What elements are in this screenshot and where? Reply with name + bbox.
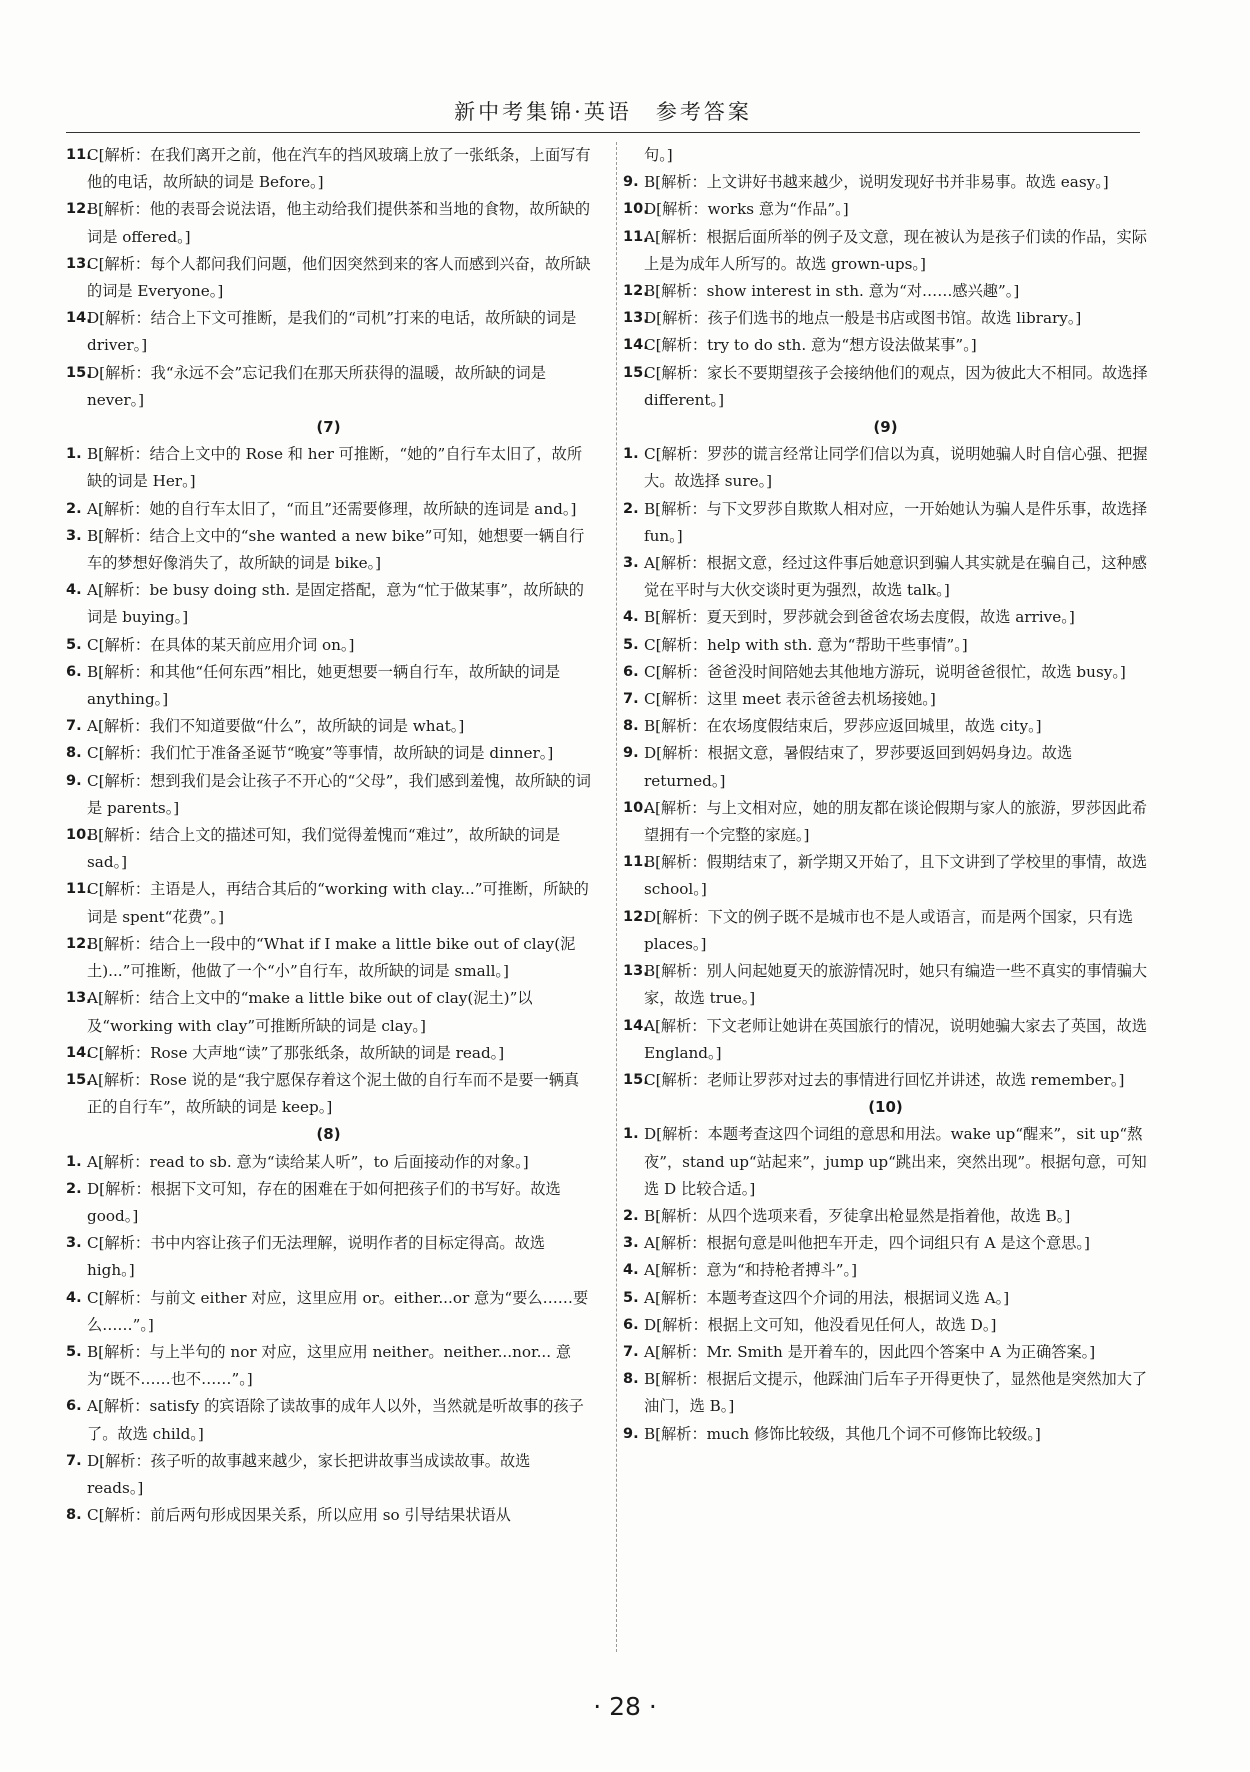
answer-entry	[623, 332, 1148, 359]
answer-text: C[解析：在具体的某天前应用介词 on。]	[87, 635, 355, 654]
answer-text: D[解析：我“永远不会”忘记我们在那天所获得的温暖，故所缺的词是 never。]	[87, 363, 546, 409]
answer-number: 11.	[623, 228, 649, 245]
answer-number: 10.	[623, 201, 649, 218]
answer-entry	[66, 577, 591, 631]
answer-text: D[解析：works 意为“作品”。]	[644, 200, 849, 219]
answer-number: 6.	[623, 1316, 639, 1333]
answer-entry	[623, 604, 1148, 631]
answer-entry	[66, 1176, 591, 1230]
answer-text: B[解析：假期结束了，新学期又开始了，且下文讲到了学校里的事情，故选 school。]	[644, 853, 1148, 899]
answer-number: 13.	[66, 255, 92, 272]
section-heading: (10)	[868, 1098, 903, 1117]
answer-text: D[解析：本题考查这四个词组的意思和用法。wake up“醒来”，sit up“熬夜”，stand up“站起来”，jump up“跳出来，突然出现”。根据句意，可知选 D 比较合适。]	[644, 1125, 1147, 1198]
answer-number: 12.	[623, 908, 649, 925]
answer-text: 句。]	[644, 146, 673, 164]
answer-number: 6.	[66, 1398, 82, 1415]
section-heading: (7)	[316, 418, 341, 437]
answer-text: C[解析：我们忙于准备圣诞节“晚宴”等事情，故所缺的词是 dinner。]	[87, 744, 554, 763]
answer-number: 5.	[66, 1343, 82, 1360]
answer-text: C[解析：help with sth. 意为“帮助干些事情”。]	[644, 635, 968, 654]
answer-text: B[解析：结合上文中的 Rose 和 her 可推断，“她的”自行车太旧了，故所缺的词是 Her。]	[87, 445, 583, 491]
right-column	[623, 142, 1148, 1652]
answer-number: 7.	[623, 1343, 639, 1360]
answer-entry	[66, 659, 591, 713]
answer-number: 8.	[623, 1371, 639, 1388]
answer-text: B[解析：夏天到时，罗莎就会到爸爸农场去度假，故选 arrive。]	[644, 608, 1075, 627]
answer-text: C[解析：家长不要期望孩子会接纳他们的观点，因为彼此大不相同。故选择 different。]	[644, 363, 1148, 409]
answer-text: A[解析：与上文相对应，她的朋友都在谈论假期与家人的旅游，罗莎因此希望拥有一个完整的家庭。]	[644, 798, 1147, 845]
answer-number: 2.	[623, 1207, 639, 1224]
answer-text: C[解析：每个人都问我们问题，他们因突然到来的客人而感到兴奋，故所缺的词是 Everyone。]	[87, 254, 591, 301]
answer-text: B[解析：show interest in sth. 意为“对……感兴趣”。]	[644, 282, 1020, 301]
answer-number: 2.	[66, 1180, 82, 1197]
answer-entry	[66, 360, 591, 414]
answer-text: D[解析：根据文意，暑假结束了，罗莎要返回到妈妈身边。故选 returned。]	[644, 744, 1073, 790]
answer-entry	[623, 659, 1148, 686]
answer-entry	[623, 1285, 1148, 1312]
answer-entry	[66, 768, 591, 822]
answer-entry	[66, 142, 591, 196]
answer-number: 8.	[623, 718, 639, 735]
answer-entry	[66, 305, 591, 359]
answer-entry	[66, 523, 591, 577]
answer-entry	[623, 795, 1148, 849]
answer-text: C[解析：try to do sth. 意为“想方设法做某事”。]	[644, 336, 977, 355]
answer-number: 9.	[623, 174, 639, 191]
answer-number: 3.	[623, 1235, 639, 1252]
answer-number: 14.	[623, 337, 649, 354]
answer-entry	[623, 849, 1148, 903]
answer-entry	[66, 931, 591, 985]
section-heading: (9)	[873, 418, 898, 437]
answer-number: 13.	[623, 310, 649, 327]
answer-text: B[解析：结合上一段中的“What if I make a little bike out of clay(泥土)...”可推断，他做了一个“小”自行车，故所缺的词是 small。]	[87, 934, 576, 981]
answer-number: 4.	[623, 1262, 639, 1279]
answer-text: B[解析：和其他“任何东西”相比，她更想要一辆自行车，故所缺的词是 anything。]	[87, 662, 561, 709]
answer-entry	[66, 1339, 591, 1393]
answer-number: 11.	[66, 147, 92, 163]
answer-entry	[66, 251, 591, 305]
answer-entry	[66, 876, 591, 930]
answer-entry	[623, 1013, 1148, 1067]
answer-entry	[623, 1257, 1148, 1284]
answer-text: A[解析：本题考查这四个介词的用法，根据词义选 A。]	[644, 1288, 1010, 1307]
answer-text: A[解析：下文老师让她讲在英国旅行的情况，说明她骗大家去了英国，故选 England。]	[644, 1016, 1147, 1062]
answer-entry	[66, 1149, 591, 1176]
answer-number: 14.	[66, 310, 92, 327]
answer-number: 15.	[623, 1071, 649, 1088]
answer-text: A[解析：结合上文中的“make a little bike out of clay(泥土)”以及“working with clay”可推断所缺的词是 clay。]	[87, 989, 533, 1035]
answer-text: B[解析：结合上文的描述可知，我们觉得羞愧而“难过”，故所缺的词是 sad。]	[87, 826, 561, 872]
answer-text: C[解析：爸爸没时间陪她去其他地方游玩，说明爸爸很忙，故选 busy。]	[644, 662, 1126, 681]
answer-number: 7.	[66, 718, 82, 735]
answer-text: A[解析：我们不知道要做“什么”，故所缺的词是 what。]	[87, 717, 465, 736]
answer-entry	[623, 1230, 1148, 1257]
answer-number: 12.	[66, 935, 92, 952]
answer-entry	[66, 985, 591, 1039]
answer-number: 5.	[623, 636, 639, 653]
answer-entry	[623, 686, 1148, 713]
answer-number: 12.	[623, 283, 649, 300]
answer-number: 1.	[623, 446, 639, 463]
answer-number: 4.	[66, 582, 82, 599]
answer-text: A[解析：根据后面所举的例子及文意，现在被认为是孩子们读的作品，实际上是为成年人所写的。故选 grown-ups。]	[644, 227, 1147, 273]
answer-number: 9.	[623, 1425, 639, 1442]
answer-text: A[解析：根据文意，经过这件事后她意识到骗人其实就是在骗自己，这种感觉在平时与大伙交谈时更为强烈，故选 talk。]	[644, 554, 1147, 600]
answer-text: D[解析：根据上文可知，他没看见任何人，故选 D。]	[644, 1315, 997, 1334]
answer-entry	[66, 713, 591, 740]
answer-number: 15.	[66, 1071, 92, 1088]
answer-number: 14.	[66, 1044, 92, 1061]
answer-text: C[解析：书中内容让孩子们无法理解，说明作者的目标定得高。故选 high。]	[87, 1234, 545, 1280]
answer-number: 5.	[623, 1289, 639, 1306]
answer-entry	[66, 1230, 591, 1284]
answer-entry	[623, 1366, 1148, 1420]
answer-number: 10.	[66, 827, 92, 844]
answer-text: C[解析：老师让罗莎对过去的事情进行回忆并讲述，故选 remember。]	[644, 1070, 1125, 1089]
answer-entry	[623, 360, 1148, 414]
answer-text: D[解析：孩子们选书的地点一般是书店或图书馆。故选 library。]	[644, 309, 1082, 328]
answer-number: 2.	[66, 500, 82, 517]
answer-entry	[623, 1312, 1148, 1339]
answer-number: 1.	[623, 1126, 639, 1143]
answer-entry	[66, 632, 591, 659]
answer-entry	[623, 169, 1148, 196]
answer-text: B[解析：结合上文中的“she wanted a new bike”可知，她想要一辆自行车的梦想好像消失了，故所缺的词是 bike。]	[87, 526, 585, 573]
answer-text: C[解析：这里 meet 表示爸爸去机场接她。]	[644, 690, 936, 709]
answer-text: D[解析：根据下文可知，存在的困难在于如何把孩子们的书写好。故选 good。]	[87, 1179, 561, 1225]
section-heading: (8)	[316, 1125, 341, 1144]
answer-entry	[66, 1067, 591, 1121]
answer-text: B[解析：别人问起她夏天的旅游情况时，她只有编造一些不真实的事情骗大家，故选 true。]	[644, 962, 1148, 1008]
answer-number: 10.	[623, 799, 649, 816]
answer-text: A[解析：read to sb. 意为“读给某人听”，to 后面接动作的对象。]	[87, 1152, 529, 1171]
answer-number: 4.	[66, 1289, 82, 1306]
page-header: 新中考集锦·英语 参考答案	[66, 92, 1140, 133]
answer-entry	[623, 224, 1148, 278]
answer-entry	[623, 904, 1148, 958]
answer-number: 7.	[623, 691, 639, 708]
answer-entry	[623, 740, 1148, 794]
answer-number: 14.	[623, 1017, 649, 1034]
answer-entry	[66, 1502, 591, 1529]
answer-number: 3.	[66, 1235, 82, 1252]
answer-number: 4.	[623, 609, 639, 626]
answer-entry	[66, 1393, 591, 1447]
answer-entry	[66, 1040, 591, 1067]
answer-entry	[623, 278, 1148, 305]
answer-entry	[66, 196, 591, 250]
answer-number: 13.	[623, 963, 649, 980]
answer-entry	[623, 958, 1148, 1012]
answer-entry	[623, 496, 1148, 550]
answer-text: C[解析：与前文 either 对应，这里应用 or。either...or 意为“要么……要么……”。]	[87, 1288, 589, 1334]
answer-number: 11.	[66, 881, 92, 898]
answer-entry	[623, 196, 1148, 223]
answer-number: 8.	[66, 745, 82, 762]
answer-number: 11.	[623, 854, 649, 871]
answer-number: 1.	[66, 446, 82, 463]
answer-text: D[解析：孩子听的故事越来越少，家长把讲故事当成读故事。故选 reads。]	[87, 1451, 531, 1497]
answer-number: 6.	[623, 663, 639, 680]
answer-entry	[623, 305, 1148, 332]
answer-text: C[解析：想到我们是会让孩子不开心的“父母”，我们感到羞愧，故所缺的词是 parents。]	[87, 771, 591, 817]
answer-text: D[解析：结合上下文可推断，是我们的“司机”打来的电话，故所缺的词是 driver。]	[87, 309, 577, 355]
answer-number: 1.	[66, 1153, 82, 1170]
answer-text: C[解析：罗莎的谎言经常让同学们信以为真，说明她骗人时自信心强、把握大。故选择 sure。]	[644, 445, 1148, 491]
answer-text: A[解析：Rose 说的是“我宁愿保存着这个泥土做的自行车而不是要一辆真正的自行车”，故所缺的词是 keep。]	[87, 1070, 580, 1117]
answer-number: 12.	[66, 201, 92, 218]
answer-text: B[解析：从四个选项来看，歹徒拿出枪显然是指着他，故选 B。]	[644, 1206, 1071, 1225]
answer-entry	[66, 740, 591, 767]
answer-text: C[解析：主语是人，再结合其后的“working with clay...”可推断，所缺的词是 spent“花费”。]	[87, 880, 589, 926]
answer-number: 9.	[623, 745, 639, 762]
answer-entry	[66, 1285, 591, 1339]
answer-entry	[623, 713, 1148, 740]
answer-number: 7.	[66, 1452, 82, 1469]
answer-entry	[66, 496, 591, 523]
answer-number: 13.	[66, 990, 92, 1007]
answer-number: 15.	[66, 364, 92, 381]
answer-text: D[解析：下文的例子既不是城市也不是人或语言，而是两个国家，只有选 places。]	[644, 907, 1133, 953]
answer-number: 5.	[66, 636, 82, 653]
answer-entry	[66, 441, 591, 495]
answer-entry	[623, 1203, 1148, 1230]
answer-entry	[623, 550, 1148, 604]
answer-number: 3.	[623, 555, 639, 572]
answer-text: A[解析：be busy doing sth. 是固定搭配，意为“忙于做某事”，故所缺的词是 buying。]	[87, 581, 584, 627]
answer-text: B[解析：much 修饰比较级，其他几个词不可修饰比较级。]	[644, 1424, 1041, 1443]
answer-text: B[解析：在农场度假结束后，罗莎应返回城里，故选 city。]	[644, 717, 1042, 736]
answer-number: 9.	[66, 772, 82, 789]
answer-entry	[623, 1067, 1148, 1094]
answer-text: A[解析：Mr. Smith 是开着车的，因此四个答案中 A 为正确答案。]	[644, 1342, 1096, 1361]
answer-text: A[解析：意为“和持枪者搏斗”。]	[644, 1261, 857, 1280]
answer-entry	[66, 1448, 591, 1502]
answer-text: B[解析：根据后文提示，他踩油门后车子开得更快了，显然他是突然加大了油门，选 B。]	[644, 1370, 1148, 1416]
answer-text: C[解析：在我们离开之前，他在汽车的挡风玻璃上放了一张纸条，上面写有他的电话，故所缺的词是 Before。]	[87, 146, 591, 192]
answer-number: 3.	[66, 527, 82, 544]
answer-entry	[623, 1121, 1148, 1203]
answer-text: B[解析：与上半句的 nor 对应，这里应用 neither。neither...nor... 意为“既不……也不……”。]	[87, 1342, 572, 1389]
answer-entry	[623, 632, 1148, 659]
answer-entry	[623, 1421, 1148, 1448]
answer-entry	[66, 822, 591, 876]
answer-text: B[解析：他的表哥会说法语，他主动给我们提供茶和当地的食物，故所缺的词是 offered。]	[87, 200, 591, 246]
answer-number: 8.	[66, 1507, 82, 1524]
answer-columns	[66, 142, 1148, 1652]
answer-text: A[解析：根据句意是叫他把车开走，四个词组只有 A 是这个意思。]	[644, 1234, 1090, 1253]
answer-number: 15.	[623, 364, 649, 381]
answer-text: A[解析：satisfy 的宾语除了读故事的成年人以外，当然就是听故事的孩子了。故选 child。]	[87, 1397, 584, 1443]
answer-text: A[解析：她的自行车太旧了，“而且”还需要修理，故所缺的连词是 and。]	[87, 499, 577, 518]
answer-entry	[623, 142, 1148, 169]
answer-entry	[623, 441, 1148, 495]
answer-entry	[623, 1339, 1148, 1366]
answer-text: C[解析：Rose 大声地“读”了那张纸条，故所缺的词是 read。]	[87, 1043, 505, 1062]
left-column	[66, 142, 591, 1652]
answer-number: 6.	[66, 663, 82, 680]
answer-text: B[解析：与下文罗莎自欺欺人相对应，一开始她认为骗人是件乐事，故选择 fun。]	[644, 499, 1148, 545]
answer-text: C[解析：前后两句形成因果关系，所以应用 so 引导结果状语从	[87, 1506, 511, 1525]
answer-text: B[解析：上文讲好书越来越少，说明发现好书并非易事。故选 easy。]	[644, 173, 1109, 192]
page-number: · 28 ·	[593, 1692, 657, 1721]
answer-number: 2.	[623, 500, 639, 517]
